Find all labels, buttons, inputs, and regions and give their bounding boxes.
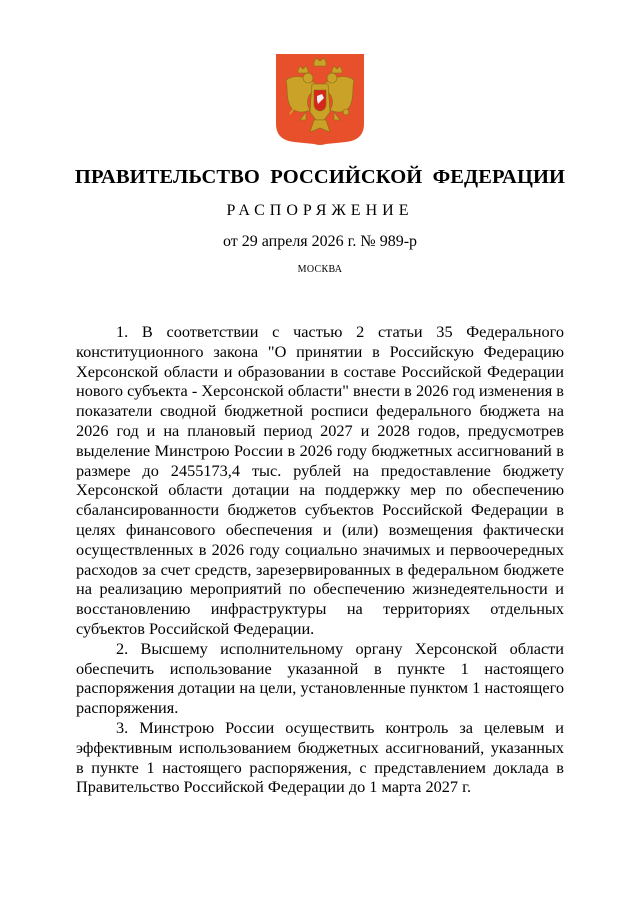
document-date: от 29 апреля 2026 г. [222,233,357,250]
document-date-line [0,233,640,251]
number-sign: № [360,233,376,250]
paragraph-1: 1. В соответствии с частью 2 статьи 35 Федерального конституционного закона "О принятии в Российскую Федерацию Херсонской области и образовании в составе Российской Федерации нового субъекта - Херсонской области" внести в 2026 год изменения в показатели сводной бюджетной росписи федерального бюджета на 2026 год и на плановый период 2027 и 2028 годов, предусмотрев выделение Минстрою России в 2026 году бюджетных ассигнований в размере до 2455173,4 тыс. рублей на предоставление бюджету Херсонской области дотации на поддержку мер по обеспечению сбалансированности бюджетов субъектов Российской Федерации в целях финансового обеспечения и (или) возмещения фактически осуществленных в 2026 году социально значимых и первоочередных расходов за счет средств, зарезервированных в федеральном бюджете на реализацию мероприятий по обеспечению жизнедеятельности и восстановлению инфраструктуры на территориях отдельных субъектов Российской Федерации. [76,322,564,638]
document-type: РАСПОРЯЖЕНИЕ [226,202,414,219]
paragraph-2: 2. Высшему исполнительному органу Херсонской области обеспечить использование указанной в пункте 1 настоящего распоряжения дотации на цели, установленные пунктом 1 настоящего распоряжения. [76,638,564,718]
document-body [76,322,564,797]
russian-coat-of-arms-icon [276,54,364,146]
document-number: 989-р [379,233,418,250]
paragraph-3: 3. Минстрою России осуществить контроль за целевым и эффективным использованием бюджетных ассигнований, указанных в пункте 1 настоящего распоряжения, с представлением доклада в Правительство Российской Федерации до 1 марта 2027 г. [76,717,564,797]
government-title: ПРАВИТЕЛЬСТВО РОССИЙСКОЙ ФЕДЕРАЦИИ [74,166,566,188]
document-city: МОСКВА [297,264,343,275]
